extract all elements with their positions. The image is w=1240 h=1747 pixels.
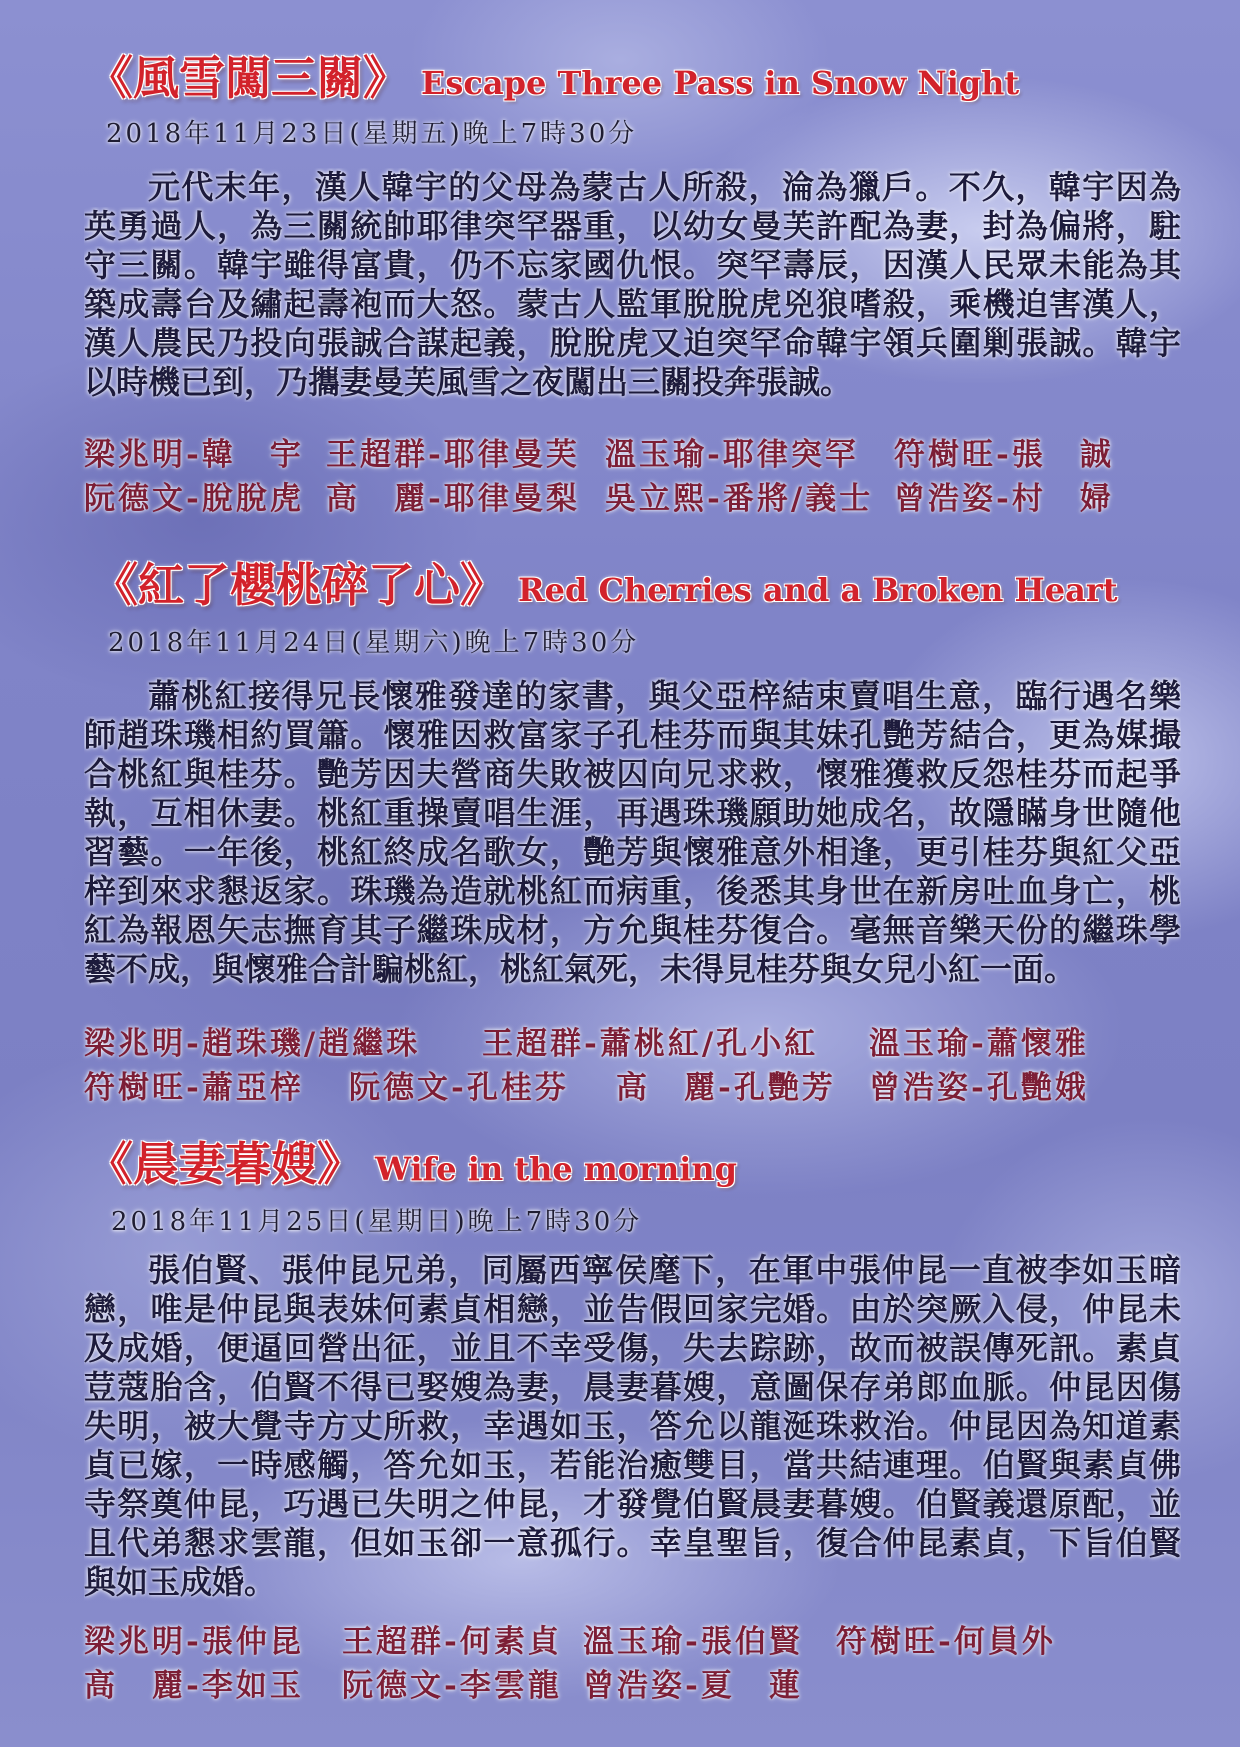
cast-entry: 高 麗-李如玉 (84, 1668, 304, 1704)
synopsis-line: 貞已嫁，一時感觸，答允如玉，若能治癒雙目，當共結連理。伯賢與素貞佛 (84, 1446, 1181, 1484)
cast-list (0, 1620, 1240, 1708)
synopsis-line: 執，互相休妻。桃紅重操賣唱生涯，再遇珠璣願助她成名，故隱瞞身世隨他 (84, 794, 1181, 832)
performance-date: 2018年11月23日(星期五)晚上7時30分 (106, 119, 638, 149)
synopsis-line: 失明，被大覺寺方丈所救，幸遇如玉，答允以龍涎珠救治。仲昆因為知道素 (84, 1407, 1181, 1445)
synopsis-paragraph (84, 677, 1181, 989)
cast-entry: 曾浩姿-夏 蓮 (583, 1668, 803, 1704)
synopsis-line: 合桃紅與桂芬。艷芳因夫營商失敗被囚向兄求救，懷雅獲救反怨桂芬而起爭 (84, 755, 1181, 793)
program-title-english: Escape Three Pass in Snow Night (421, 64, 1020, 102)
cast-row (0, 1620, 1240, 1664)
cast-entry: 曾浩姿-孔艷娥 (869, 1070, 1089, 1106)
cast-row (0, 1664, 1240, 1708)
program-title-english: Red Cherries and a Broken Heart (518, 571, 1118, 609)
cast-entry: 溫玉瑜-耶律突罕 (605, 437, 859, 473)
cast-row (0, 1066, 1240, 1110)
cast-entry: 高 麗-孔艷芳 (616, 1070, 836, 1106)
cast-entry: 吳立熙-番將/義士 (605, 481, 874, 517)
cast-entry: 梁兆明-韓 宇 (84, 437, 304, 473)
cast-row (0, 1022, 1240, 1066)
synopsis-paragraph (84, 1251, 1181, 1602)
synopsis-line: 築成壽台及繡起壽袍而大怒。蒙古人監軍脫脫虎兇狼嗜殺，乘機迫害漢人， (84, 285, 1181, 323)
synopsis-line: 英勇過人，為三關統帥耶律突罕器重，以幼女曼芙許配為妻，封為偏將，駐 (84, 207, 1181, 245)
program-title-english: Wife in the morning (375, 1150, 738, 1188)
cast-row (0, 433, 1240, 477)
synopsis-line: 寺祭奠仲昆，巧遇已失明之仲昆，才發覺伯賢晨妻暮嫂。伯賢義還原配，並 (84, 1485, 1181, 1523)
program-title-chinese: 《晨妻暮嫂》 (87, 1137, 363, 1191)
cast-entry: 梁兆明-張仲昆 (84, 1624, 304, 1660)
program-title-chinese: 《紅了櫻桃碎了心》 (92, 558, 506, 612)
cast-entry: 阮德文-脫脫虎 (84, 481, 304, 517)
performance-date: 2018年11月24日(星期六)晚上7時30分 (108, 628, 640, 658)
synopsis-line: 與如玉成婚。 (84, 1563, 277, 1601)
cast-entry: 符樹旺-張 誠 (894, 437, 1114, 473)
synopsis-line: 習藝。一年後，桃紅終成名歌女，艷芳與懷雅意外相逢，更引桂芬與紅父亞 (84, 833, 1181, 871)
cast-entry: 符樹旺-何員外 (836, 1624, 1056, 1660)
program-title-chinese: 《風雪闖三關》 (87, 51, 409, 105)
synopsis-line: 梓到來求懇返家。珠璣為造就桃紅而病重，後悉其身世在新房吐血身亡，桃 (84, 872, 1181, 910)
cast-list (0, 1022, 1240, 1110)
synopsis-line: 元代末年，漢人韓宇的父母為蒙古人所殺，淪為獵戶。不久，韓宇因為 (148, 168, 1181, 206)
synopsis-line: 師趙珠璣相約買簫。懷雅因救富家子孔桂芬而與其妹孔艷芳結合，更為媒撮 (84, 716, 1181, 754)
cast-entry: 符樹旺-蕭亞梓 (84, 1070, 304, 1106)
cast-entry: 阮德文-孔桂芬 (349, 1070, 569, 1106)
synopsis-line: 以時機已到，乃攜妻曼芙風雪之夜闖出三關投奔張誠。 (84, 363, 853, 401)
program-title (92, 559, 1118, 611)
synopsis-line: 荳蔻胎含，伯賢不得已娶嫂為妻，晨妻暮嫂，意圖保存弟郎血脈。仲昆因傷 (84, 1368, 1181, 1406)
cast-entry: 王超群-耶律曼芙 (326, 437, 580, 473)
synopsis-paragraph (84, 168, 1181, 402)
synopsis-line: 戀，唯是仲昆與表妹何素貞相戀，並告假回家完婚。由於突厥入侵，仲昆未 (84, 1290, 1181, 1328)
cast-entry: 高 麗-耶律曼梨 (326, 481, 580, 517)
synopsis-line: 張伯賢、張仲昆兄弟，同屬西寧侯麾下，在軍中張仲昆一直被李如玉暗 (148, 1251, 1181, 1289)
cast-entry: 阮德文-李雲龍 (342, 1668, 562, 1704)
cast-entry: 溫玉瑜-張伯賢 (583, 1624, 803, 1660)
synopsis-line: 藝不成，與懷雅合計騙桃紅，桃紅氣死，未得見桂芬與女兒小紅一面。 (84, 950, 1077, 988)
cast-entry: 溫玉瑜-蕭懷雅 (869, 1026, 1089, 1062)
synopsis-line: 及成婚，便逼回營出征，並且不幸受傷，失去踪跡，故而被誤傳死訊。素貞 (84, 1329, 1181, 1367)
synopsis-line: 漢人農民乃投向張誠合謀起義，脫脫虎又迫突罕命韓宇領兵圍剿張誠。韓宇 (84, 324, 1181, 362)
cast-list (0, 433, 1240, 521)
cast-entry: 王超群-蕭桃紅/孔小紅 (482, 1026, 819, 1062)
synopsis-line: 蕭桃紅接得兄長懷雅發達的家書，與父亞梓結束賣唱生意，臨行遇名樂 (148, 677, 1181, 715)
program-title (87, 1138, 737, 1190)
cast-row (0, 477, 1240, 521)
performance-date: 2018年11月25日(星期日)晚上7時30分 (111, 1207, 643, 1237)
synopsis-line: 守三關。韓宇雖得富貴，仍不忘家國仇恨。突罕壽辰，因漢人民眾未能為其 (84, 246, 1181, 284)
cast-entry: 曾浩姿-村 婦 (894, 481, 1114, 517)
cast-entry: 王超群-何素貞 (342, 1624, 562, 1660)
program-title (87, 52, 1019, 104)
synopsis-line: 紅為報恩矢志撫育其子繼珠成材，方允與桂芬復合。毫無音樂天份的繼珠學 (84, 911, 1181, 949)
synopsis-line: 且代弟懇求雲龍，但如玉卻一意孤行。幸皇聖旨，復合仲昆素貞，下旨伯賢 (84, 1524, 1181, 1562)
cast-entry: 梁兆明-趙珠璣/趙繼珠 (84, 1026, 421, 1062)
